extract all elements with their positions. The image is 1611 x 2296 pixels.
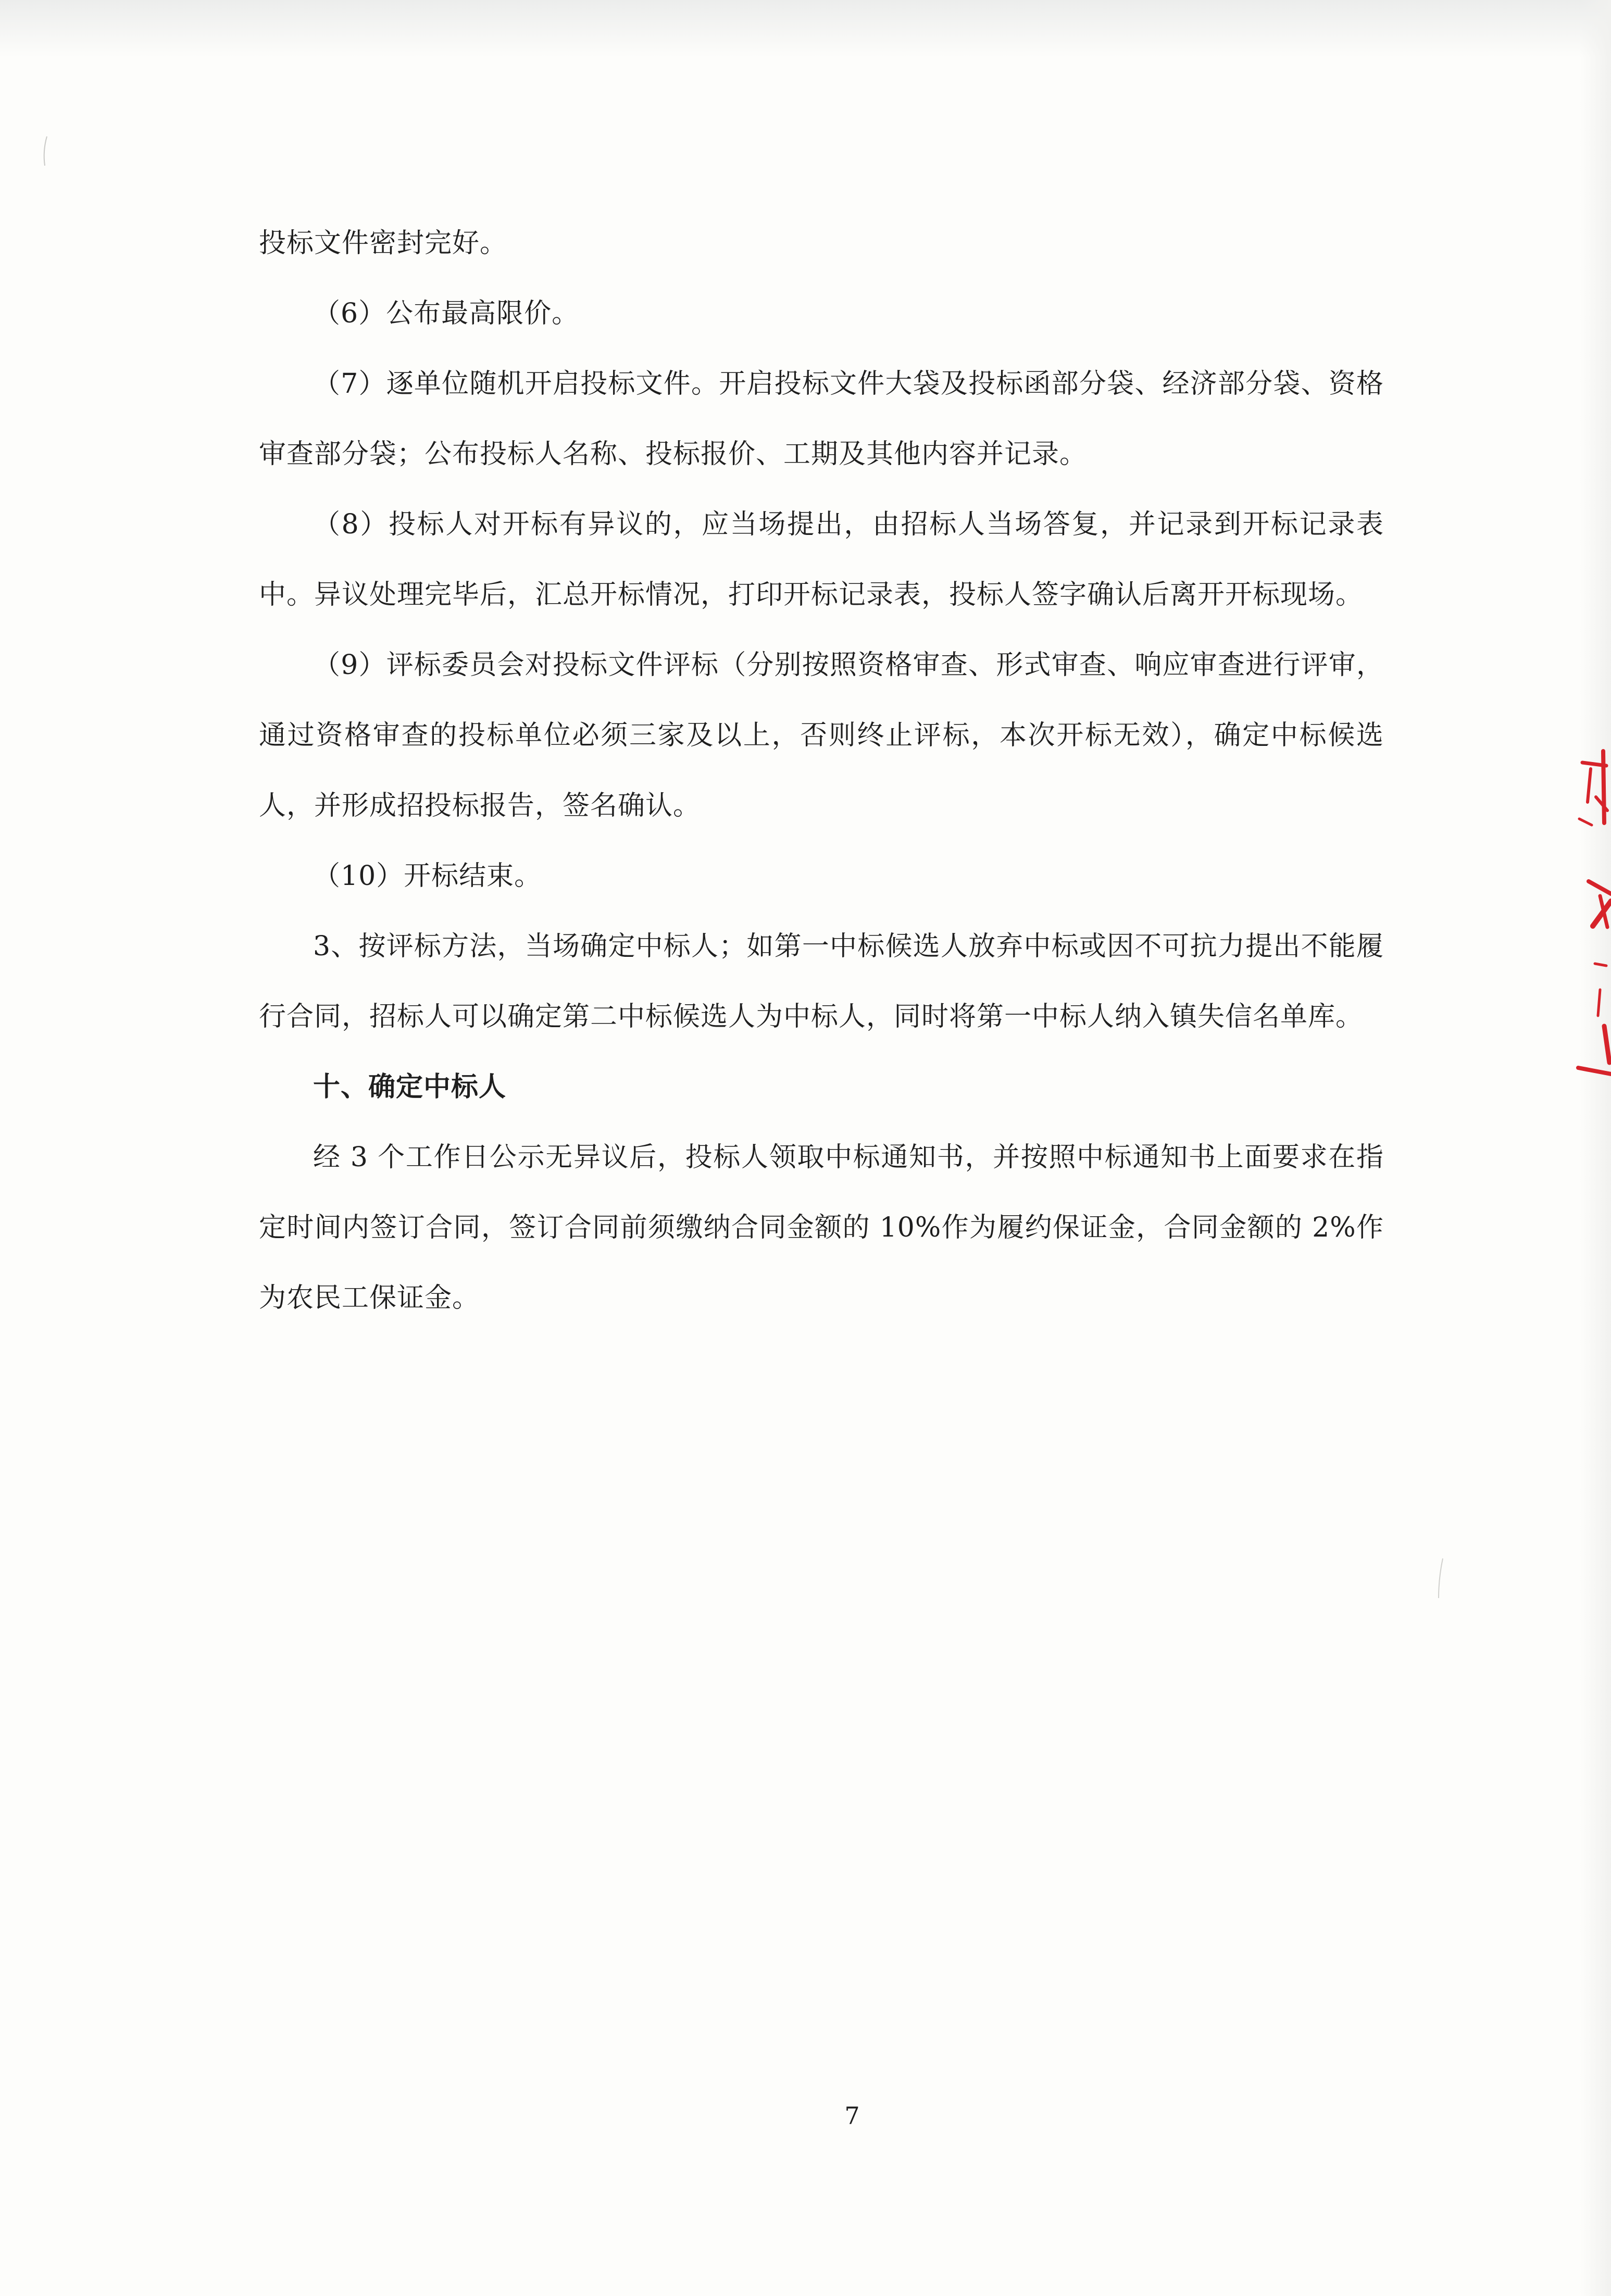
partial-red-seal-icon (1568, 745, 1611, 1089)
paragraph-continuation: 投标文件密封完好。 (259, 228, 508, 259)
scan-edge-shadow-right (1580, 0, 1611, 2296)
paragraph-item-7: （7）逐单位随机开启投标文件。开启投标文件大袋及投标函部分袋、经济部分袋、资格审查部分袋；公布投标人名称、投标报价、工期及其他内容并记录。 (259, 368, 1384, 470)
paragraph-award-contract: 经 3 个工作日公示无异议后，投标人领取中标通知书，并按照中标通知书上面要求在指定时间内签订合同，签订合同前须缴纳合同金额的 10%作为履约保证金，合同金额的 2%作为农民工保证金。 (259, 1142, 1384, 1314)
scan-edge-shadow (0, 0, 1611, 57)
scan-speck-icon (1437, 1557, 1444, 1599)
paragraph-clause-3: 3、按评标方法，当场确定中标人；如第一中标候选人放弃中标或因不可抗力提出不能履行合同，招标人可以确定第二中标候选人为中标人，同时将第一中标人纳入镇失信名单库。 (259, 931, 1384, 1032)
page-number: 7 (844, 2102, 860, 2130)
paragraph-item-8: （8）投标人对开标有异议的，应当场提出，由招标人当场答复，并记录到开标记录表中。异议处理完毕后，汇总开标情况，打印开标记录表，投标人签字确认后离开开标现场。 (259, 509, 1384, 610)
document-body (259, 208, 1384, 1333)
paragraph-item-10: （10）开标结束。 (313, 860, 542, 892)
section-heading-10: 十、确定中标人 (313, 1071, 507, 1103)
scan-speck-icon (42, 135, 49, 167)
paragraph-item-6: （6）公布最高限价。 (313, 298, 580, 329)
paragraph-item-9: （9）评标委员会对投标文件评标（分别按照资格审查、形式审查、响应审查进行评审，通过资格审查的投标单位必须三家及以上，否则终止评标，本次开标无效），确定中标候选人，并形成招投标报告，签名确认。 (259, 650, 1384, 821)
